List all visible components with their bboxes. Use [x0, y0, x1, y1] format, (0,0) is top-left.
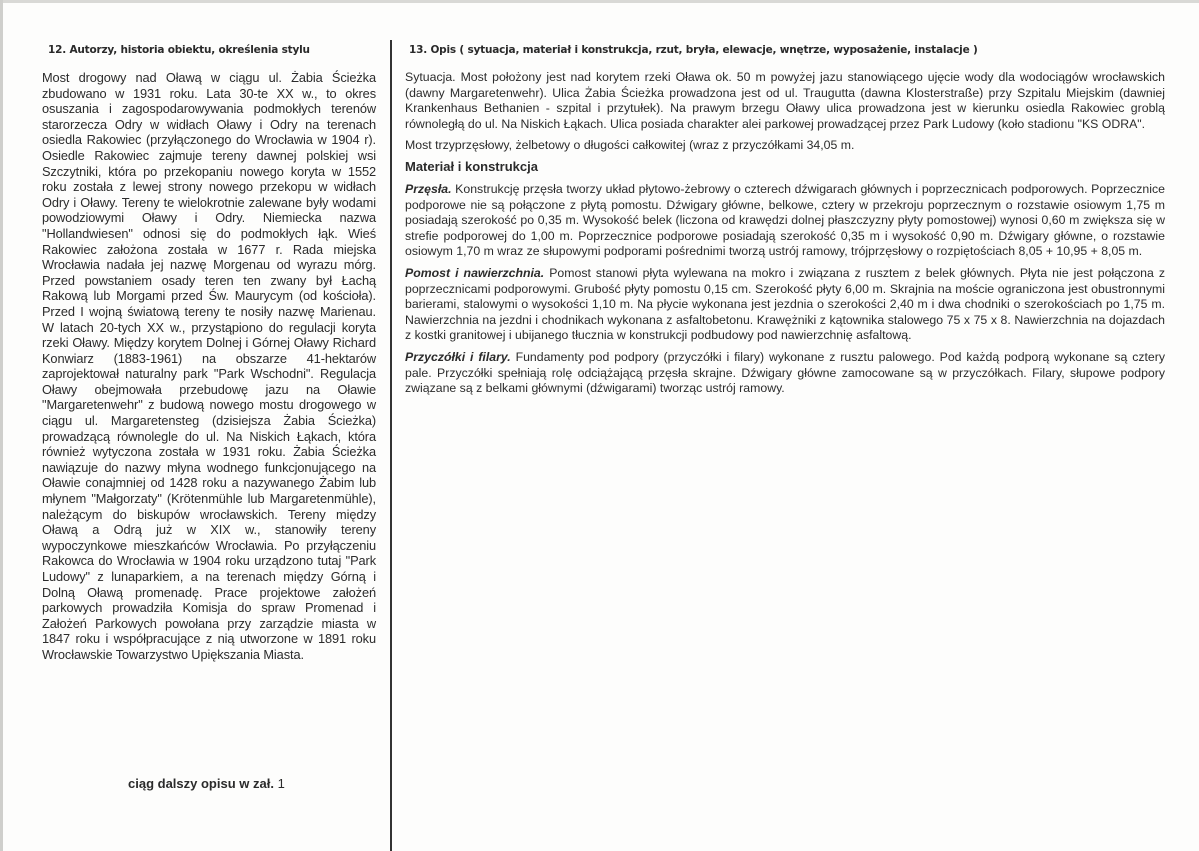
situation-lead: Sytuacja.	[405, 70, 456, 84]
abutments-text: Fundamenty pod podpory (przyczółki i filary) wykonane z rusztu palowego. Pod każdą podporą wykonane są cztery pale. Przyczółki spełniają rolę odciążającą przęsła skrajne. Dźwigary główne zamocowane są w przyczółkach. Filary, słupowe podpory związane są z belkami głównymi (dźwigarami) tworząc ustrój ramowy.	[405, 349, 1165, 396]
spans-paragraph	[405, 182, 1165, 260]
deck-paragraph	[405, 266, 1165, 344]
spans-lead: Przęsła.	[405, 181, 452, 196]
continuation-label: ciąg dalszy opisu w zał.	[128, 776, 274, 791]
column-divider	[390, 40, 392, 851]
left-column	[42, 44, 376, 663]
section-12-heading: 12. Autorzy, historia obiektu, określenia stylu	[48, 44, 310, 56]
deck-lead: Pomost i nawierzchnia.	[405, 265, 545, 280]
continuation-note	[128, 776, 285, 791]
page-edge-left	[0, 0, 3, 851]
right-column	[405, 44, 1165, 403]
section-13-heading: 13. Opis ( sytuacja, materiał i konstrukcja, rzut, bryła, elewacje, wnętrze, wyposażenie, instalacje )	[409, 44, 978, 56]
situation-text: Most położony jest nad korytem rzeki Oława ok. 50 m powyżej jazu stanowiącego ujęcie wody dla wodociągów wrocławskich (dawny Margaretenwehr). Ulica Żabia Ścieżka prowadzona jest od ul. Traugutta (dawna Klosterstraße) przy Szpitalu Miejskim (dawniej Krankenhaus Bethanien - szpital i przytułek). Na prawym brzegu Oławy ulica prowadzona jest w kierunku osiedla Rakowiec groblą równoległą do ul. Na Niskich Łąkach. Ulica posiada charakter alei parkowej prowadzącej przez Park Ludowy (koło stadionu "KS ODRA".	[405, 70, 1165, 131]
deck-text: Pomost stanowi płyta wylewana na mokro i związana z rusztem z belek głównych. Płyta nie jest połączona z poprzecznicami podporowymi. Grubość płyty pomostu 0,15 cm. Szerokość płyty 6,00 m. Skrajnia na moście ograniczona jest obustronnymi barierami, stalowymi o wysokości 1,10 m. Na płycie wykonana jest jezdnia o szerokości 2,40 m i dwa chodniki o szerokościach po 1,75 m. Nawierzchnia na jezdni i chodnikach wykonana z asfaltobetonu. Krawężniki z kątownika stalowego 75 x 75 x 8. Nawierzchnia na dojazdach z kostki granitowej i ubijanego tłucznia w konstrukcji podbudowy pod nawierzchnię asfaltową.	[405, 265, 1166, 343]
page-edge-top	[0, 0, 1199, 3]
summary-paragraph: Most trzyprzęsłowy, żelbetowy o długości całkowitej (wraz z przyczółkami 34,05 m.	[405, 138, 855, 153]
material-section-title: Materiał i konstrukcja	[405, 158, 538, 174]
abutments-lead: Przyczółki i filary.	[405, 349, 511, 364]
abutments-paragraph	[405, 350, 1165, 397]
spans-text: Konstrukcję przęsła tworzy układ płytowo-żebrowy o czterech dźwigarach głównych i poprzecznicach podporowych. Poprzecznice podporowe nie są połączone z płytą pomostu. Dźwigary główne, belkowe, cztery w przekroju poprzecznym o rozstawie osiowym 1,75 m posiadają szerokość po 0,35 m. Wysokość belek (liczona od krawędzi dolnej płaszczyzny płyty pomostowej) wynosi 0,60 m zwiększa się w strefie podporowej do 1,00 m. Poprzecznice podporowe posiadają szerokość 0,35 m i wysokość 0,90 m. Dźwigary główne, o rozstawie osiowym 1,70 m wraz ze słupowymi podporami pośrednimi tworzą ustrój ramowy, trójprzęsłowy o rozpiętościach 8,05 + 10,95 + 8,05 m.	[405, 181, 1165, 259]
continuation-number: 1	[277, 776, 285, 791]
history-text: Most drogowy nad Oławą w ciągu ul. Żabia Ścieżka zbudowano w 1931 roku. Lata 30-te XX w., to okres osuszania i zagospodarowywania podmokłych terenów starorzecza Odry w widłach Oławy i Odry na terenach osiedla Rakowiec (przyłączonego do Wrocławia w 1904 r). Osiedle Rakowiec zajmuje tereny dawnej polskiej wsi Szczytniki, która po przekopaniu nowego koryta w 1552 roku została z lewej strony nowego przekopu w widłach Odry i Oławy. Tereny te wielokrotnie zalewane były wodami powodziowymi Oławy i Odry. Niemiecka nazwa "Hollandwiesen" odnosi się do podmokłych łąk. Wieś Rakowiec założona została w 1677 r. Rada miejska Wrocławia nadała jej nazwę Morgenau od wyrazu mórg. Przed powstaniem osady teren ten zwany był Łachą Rakową lub Morgami przed Św. Maurycym (od kościoła). Przed I wojną światową tereny te nosiły nazwę Marienau. W latach 20-tych XX w., przystąpiono do regulacji koryta rzeki Oławy. Między korytem Dolnej i Górnej Oławy Richard Konwiarz (1883-1961) na obszarze 41-hektarów zaprojektował naturalny park "Park Wschodni". Regulacja Oławy obejmowała przebudowę jazu na Oławie "Margaretenwehr" z budową nowego mostu drogowego w ciągu ul. Margaretensteg (dzisiejsza Żabia Ścieżka) prowadzącą równolegle do ul. Na Niskich Łąkach, która również wytyczona została w 1931 roku. Żabia Ścieżka nawiązuje do nazwy młyna wodnego funkcjonującego na Oławie conajmniej od 1428 roku a nazywanego Żabim lub młynem "Małgorzaty" (Krötenmühle lub Margaretenmühle), należącym do biskupów wrocławskich. Tereny między Oławą a Odrą już w XIX w., stanowiły tereny wypoczynkowe mieszkańców Wrocławia. Po przyłączeniu Rakowca do Wrocławia w 1904 roku urządzono tutaj "Park Ludowy" z lunaparkiem, a na terenach między Górną i Dolną Oławą promenadę. Prace projektowe założeń parkowych prowadziła Komisja do spraw Promenad i Założeń Parkowych powołana przy zarządzie miasta w 1847 roku i współpracujące z nią utworzone w 1891 roku Wrocławskie Towarzystwo Upiększania Miasta.	[42, 70, 376, 662]
situation-paragraph	[405, 70, 1165, 132]
